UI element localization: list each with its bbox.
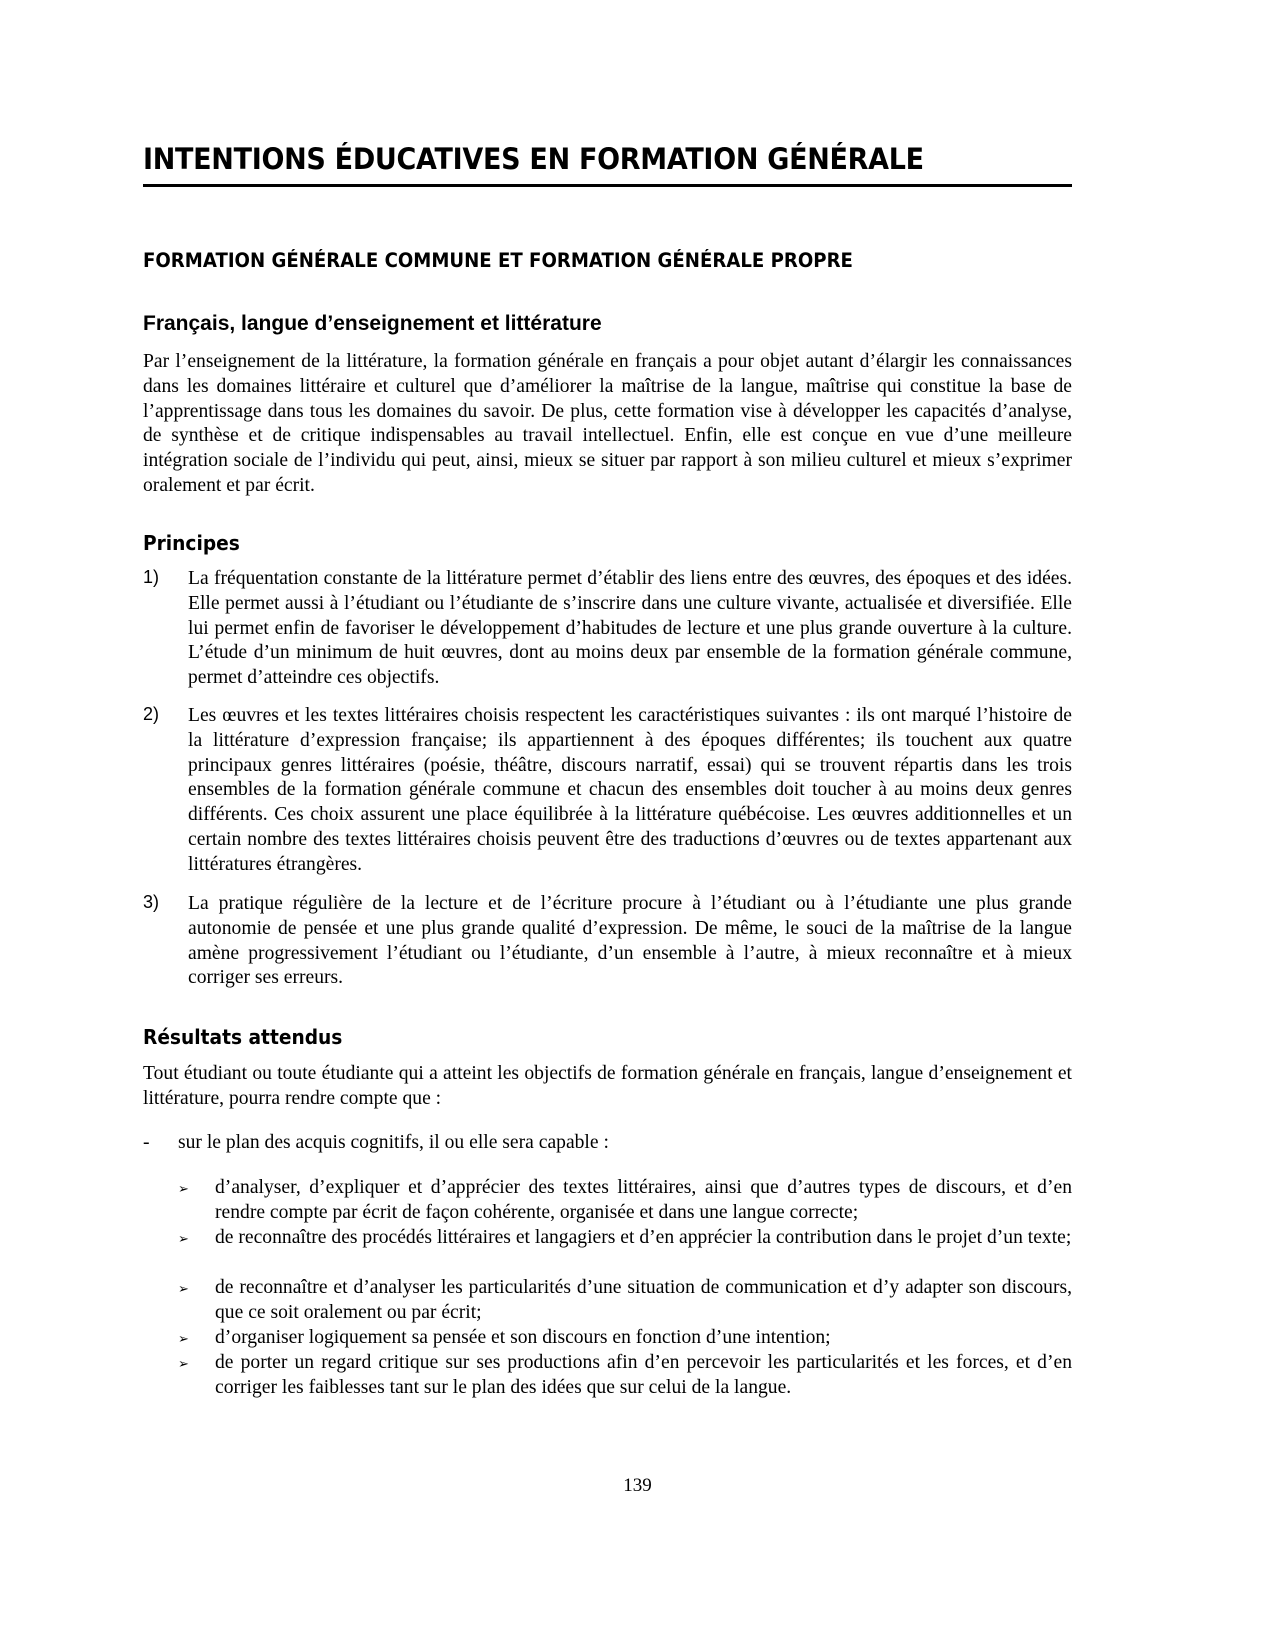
principles-heading: Principes — [143, 531, 240, 555]
arrow-bullet-icon: ➢ — [178, 1232, 189, 1247]
principle-number: 3) — [143, 892, 160, 912]
arrow-bullet-icon: ➢ — [178, 1282, 189, 1297]
dash-marker: - — [143, 1132, 150, 1153]
principle-text: La fréquentation constante de la littérature permet d’établir des liens entre des œuvres, des époques et des idées. Elle permet aussi à l’étudiant ou l’étudiante de s’inscrire dans une culture vivante, actualisée et diversifiée. Elle lui permet enfin de favoriser le développement d’habitudes de lecture et une plus grande ouverture à la culture. L’étude d’un minimum de huit œuvres, dont au moins deux par ensemble de la formation générale commune, permet d’atteindre ces objectifs. — [188, 568, 1072, 689]
arrow-bullet-icon: ➢ — [178, 1182, 189, 1197]
title-rule — [143, 184, 1072, 187]
bullet-text: d’organiser logiquement sa pensée et son discours en fonction d’une intention; — [215, 1327, 831, 1348]
section-title: FORMATION GÉNÉRALE COMMUNE ET FORMATION GÉNÉRALE PROPRE — [143, 249, 853, 272]
bullet-text: de reconnaître et d’analyser les particularités d’une situation de communication et d’y adapter son discours, que ce soit oralement ou par écrit; — [215, 1277, 1072, 1323]
intro-paragraph: Par l’enseignement de la littérature, la formation générale en français a pour objet autant d’élargir les connaissances dans les domaines littéraire et culturel que d’améliorer la maîtrise de la langue, maîtrise qui constitue la base de l’apprentissage dans tous les domaines du savoir. De plus, cette formation vise à développer les capacités d’analyse, de synthèse et de critique indispensables au travail intellectuel. Enfin, elle est conçue en vue d’une meilleure intégration sociale de l’individu qui peut, ainsi, mieux se situer par rapport à son milieu culturel et mieux s’exprimer oralement et par écrit. — [143, 351, 1072, 496]
results-heading: Résultats attendus — [143, 1025, 343, 1049]
arrow-bullet-icon: ➢ — [178, 1332, 189, 1347]
arrow-bullet-icon: ➢ — [178, 1357, 189, 1372]
subject-title: Français, langue d’enseignement et littérature — [143, 312, 602, 335]
dash-item-text: sur le plan des acquis cognitifs, il ou elle sera capable : — [178, 1132, 609, 1153]
page-number: 139 — [623, 1475, 652, 1496]
principle-text: La pratique régulière de la lecture et de l’écriture procure à l’étudiant ou à l’étudiante une plus grande autonomie de pensée et une plus grande qualité d’expression. De même, le souci de la maîtrise de la langue amène progressivement l’étudiant ou l’étudiante, d’un ensemble à l’autre, à mieux reconnaître et à mieux corriger ses erreurs. — [188, 893, 1072, 989]
principle-number: 1) — [143, 567, 160, 587]
page-title: INTENTIONS ÉDUCATIVES EN FORMATION GÉNÉRALE — [143, 142, 924, 176]
results-intro: Tout étudiant ou toute étudiante qui a atteint les objectifs de formation générale en français, langue d’enseignement et littérature, pourra rendre compte que : — [143, 1063, 1072, 1109]
principle-text: Les œuvres et les textes littéraires choisis respectent les caractéristiques suivantes : ils ont marqué l’histoire de la littérature d’expression française; ils appartiennent à des époques différentes; ils touchent aux quatre principaux genres littéraires (poésie, théâtre, discours narratif, essai) qui se trouvent répartis dans les trois ensembles de la formation générale commune et chacun des ensembles doit toucher à au moins deux genres différents. Ces choix assurent une place équilibrée à la littérature québécoise. Les œuvres additionnelles et un certain nombre des textes littéraires choisis peuvent être des traductions d’œuvres ou de textes appartenant aux littératures étrangères. — [188, 705, 1072, 875]
principle-number: 2) — [143, 704, 160, 724]
bullet-text: d’analyser, d’expliquer et d’apprécier des textes littéraires, ainsi que d’autres types de discours, et d’en rendre compte par écrit de façon cohérente, organisée et dans une langue correcte; — [215, 1177, 1072, 1223]
bullet-text: de reconnaître des procédés littéraires et langagiers et d’en apprécier la contribution dans le projet d’un texte; — [215, 1227, 1072, 1248]
bullet-text: de porter un regard critique sur ses productions afin d’en percevoir les particularités et les forces, et d’en corriger les faiblesses tant sur le plan des idées que sur celui de la langue. — [215, 1352, 1072, 1398]
